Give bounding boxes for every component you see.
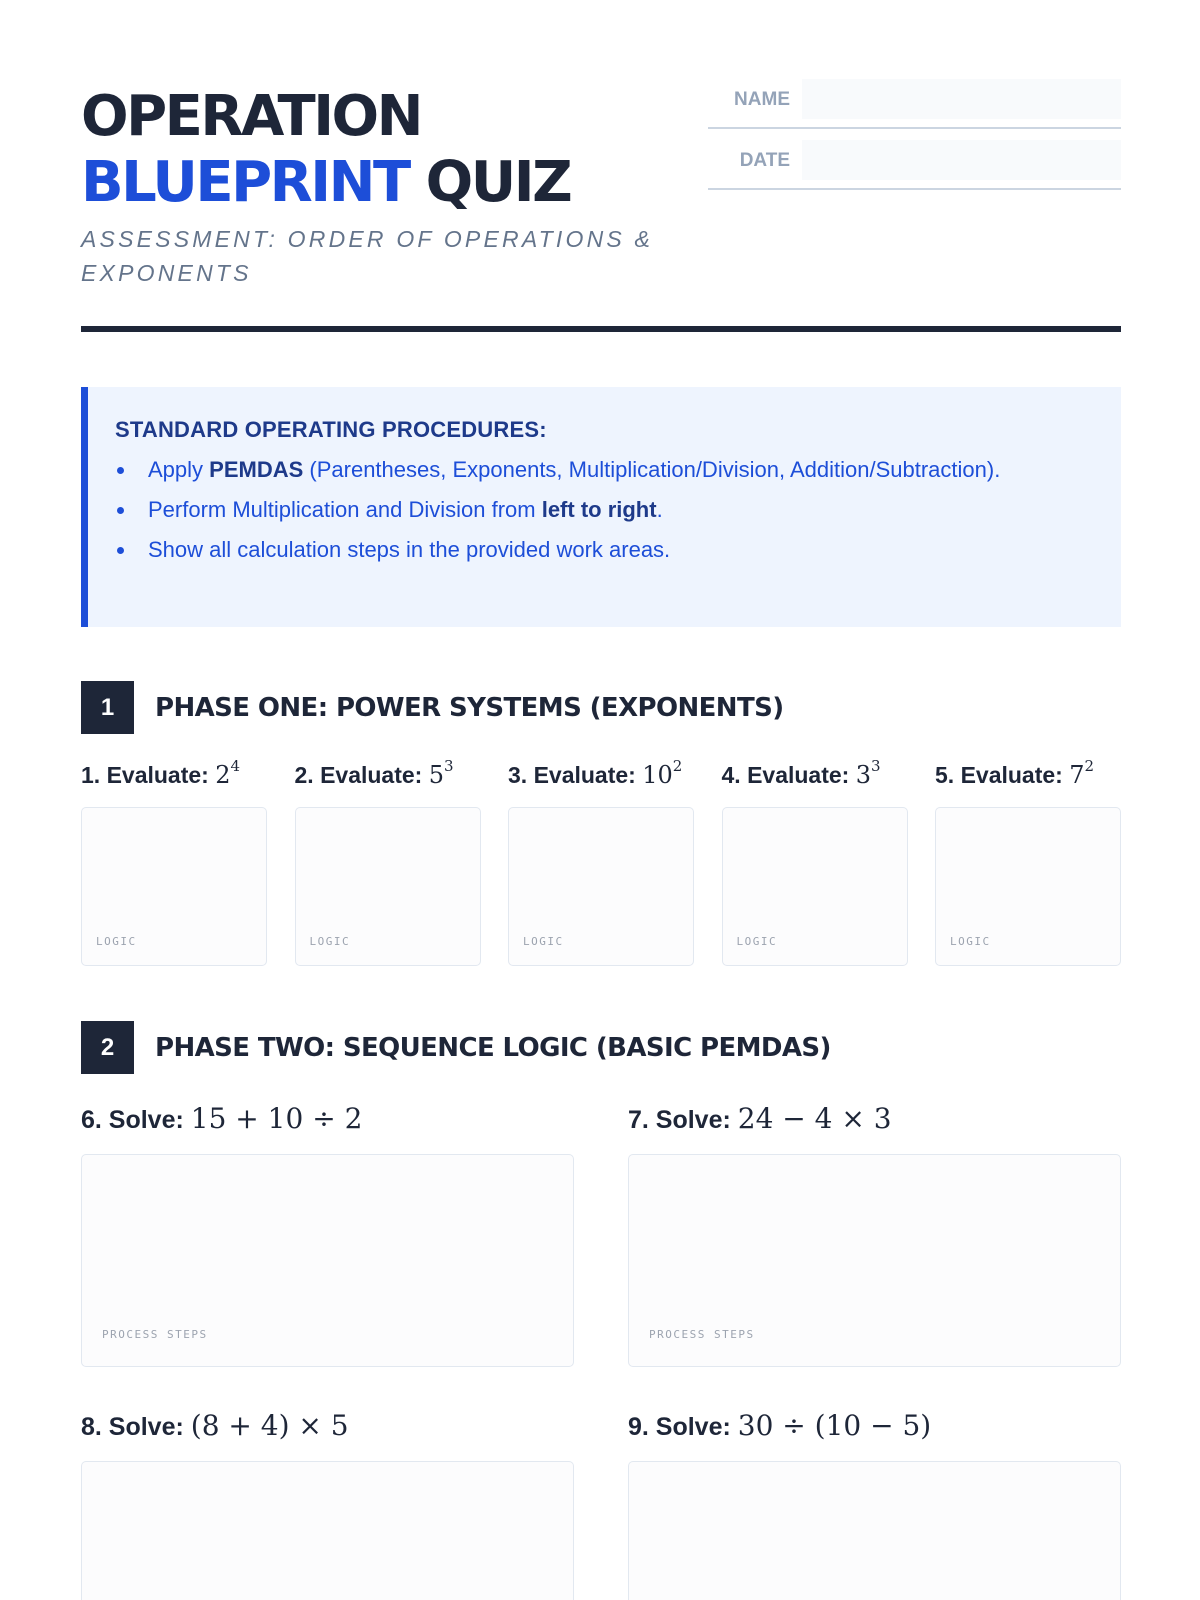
expression-base: 10 [642, 761, 673, 789]
page-subtitle: ASSESSMENT: ORDER OF OPERATIONS & EXPONENTS [81, 226, 654, 286]
instructions-box [81, 387, 1121, 627]
question-label [508, 758, 682, 792]
work-area[interactable] [628, 1461, 1121, 1600]
question-number: 9. Solve: [628, 1413, 731, 1441]
instructions-title: STANDARD OPERATING PROCEDURES: [115, 417, 547, 442]
instruction-emphasis: PEMDAS [209, 457, 304, 482]
section-title: PHASE TWO: SEQUENCE LOGIC (BASIC PEMDAS) [155, 1033, 831, 1063]
page-title [81, 84, 681, 216]
title-line-1: OPERATION [81, 84, 422, 149]
work-area[interactable] [81, 1461, 574, 1600]
question-number: 3. Evaluate: [508, 762, 636, 788]
question-number: 4. Evaluate: [721, 762, 850, 788]
instruction-text: (Parentheses, Exponents, Multiplication/Division, Addition/Subtraction). [303, 457, 1001, 482]
expression-exponent: 3 [444, 757, 454, 775]
question-number: 6. Solve: [81, 1106, 184, 1134]
question-expression: 15 + 10 ÷ 2 [190, 1102, 363, 1135]
instruction-text: Apply [148, 457, 210, 482]
question-label [722, 758, 881, 792]
instruction-text: . [656, 497, 663, 522]
expression-exponent: 4 [230, 757, 241, 775]
work-area[interactable] [508, 807, 694, 966]
question-label [628, 1409, 931, 1444]
expression-base: 7 [1069, 761, 1085, 789]
expression-exponent: 2 [1084, 757, 1095, 775]
name-row [708, 79, 1121, 129]
expression-base: 2 [215, 761, 231, 789]
title-rest: QUIZ [408, 150, 571, 215]
work-area-tag: LOGIC [96, 935, 137, 948]
section-phase-two-header [81, 1021, 1121, 1075]
work-area-tag: LOGIC [736, 935, 778, 948]
question-expression: (8 + 4) × 5 [190, 1409, 349, 1442]
question-expression: 30 ÷ (10 − 5) [737, 1409, 932, 1442]
title-highlight: BLUEPRINT [81, 150, 409, 215]
instruction-item [115, 533, 1095, 566]
work-area-tag: PROCESS STEPS [649, 1328, 755, 1341]
question-expression [215, 757, 241, 789]
name-label: NAME [734, 89, 790, 110]
question-expression: 24 − 4 × 3 [737, 1102, 892, 1135]
section-title: PHASE ONE: POWER SYSTEMS (EXPONENTS) [155, 693, 784, 723]
instruction-emphasis: left to right [541, 497, 657, 522]
question-expression [428, 757, 454, 789]
question-number: 5. Evaluate: [935, 762, 1063, 788]
question-label [81, 758, 240, 792]
question-label [295, 758, 454, 792]
date-label: DATE [739, 150, 790, 171]
work-area-tag: LOGIC [309, 935, 351, 948]
instruction-text: Show all calculation steps in the provided work areas. [148, 537, 671, 562]
question-label [628, 1102, 892, 1137]
question-label [935, 758, 1094, 792]
question-number: 1. Evaluate: [81, 762, 209, 788]
question-number: 7. Solve: [628, 1106, 731, 1134]
work-area-tag: PROCESS STEPS [102, 1328, 208, 1341]
work-area-tag: LOGIC [523, 935, 564, 948]
work-area[interactable] [81, 1154, 574, 1367]
work-area[interactable] [81, 807, 267, 966]
date-field[interactable] [802, 140, 1121, 180]
expression-exponent: 2 [672, 757, 683, 775]
section-phase-one-header [81, 681, 1121, 735]
work-area[interactable] [628, 1154, 1121, 1367]
instruction-item [115, 453, 1095, 486]
work-area[interactable] [295, 807, 481, 966]
instruction-text: Perform Multiplication and Division from [148, 497, 542, 522]
question-expression [1069, 757, 1095, 789]
work-area[interactable] [935, 807, 1121, 966]
header-divider [81, 326, 1121, 332]
expression-base: 5 [428, 761, 445, 789]
question-number: 2. Evaluate: [294, 762, 423, 788]
title-line-2 [81, 150, 681, 216]
section-number-badge: 2 [81, 1021, 134, 1074]
work-area-tag: LOGIC [950, 935, 991, 948]
expression-exponent: 3 [871, 757, 881, 775]
question-expression [855, 757, 881, 789]
section-number-badge: 1 [81, 681, 134, 734]
work-area[interactable] [722, 807, 908, 966]
question-number: 8. Solve: [81, 1413, 184, 1441]
question-expression [642, 757, 683, 789]
date-row [708, 140, 1121, 190]
name-field[interactable] [802, 79, 1121, 119]
instructions-list [115, 453, 1095, 566]
instruction-item [115, 493, 1095, 526]
quiz-page [81, 0, 1121, 1600]
expression-base: 3 [855, 761, 872, 789]
question-label [81, 1409, 349, 1444]
question-label [81, 1102, 362, 1137]
